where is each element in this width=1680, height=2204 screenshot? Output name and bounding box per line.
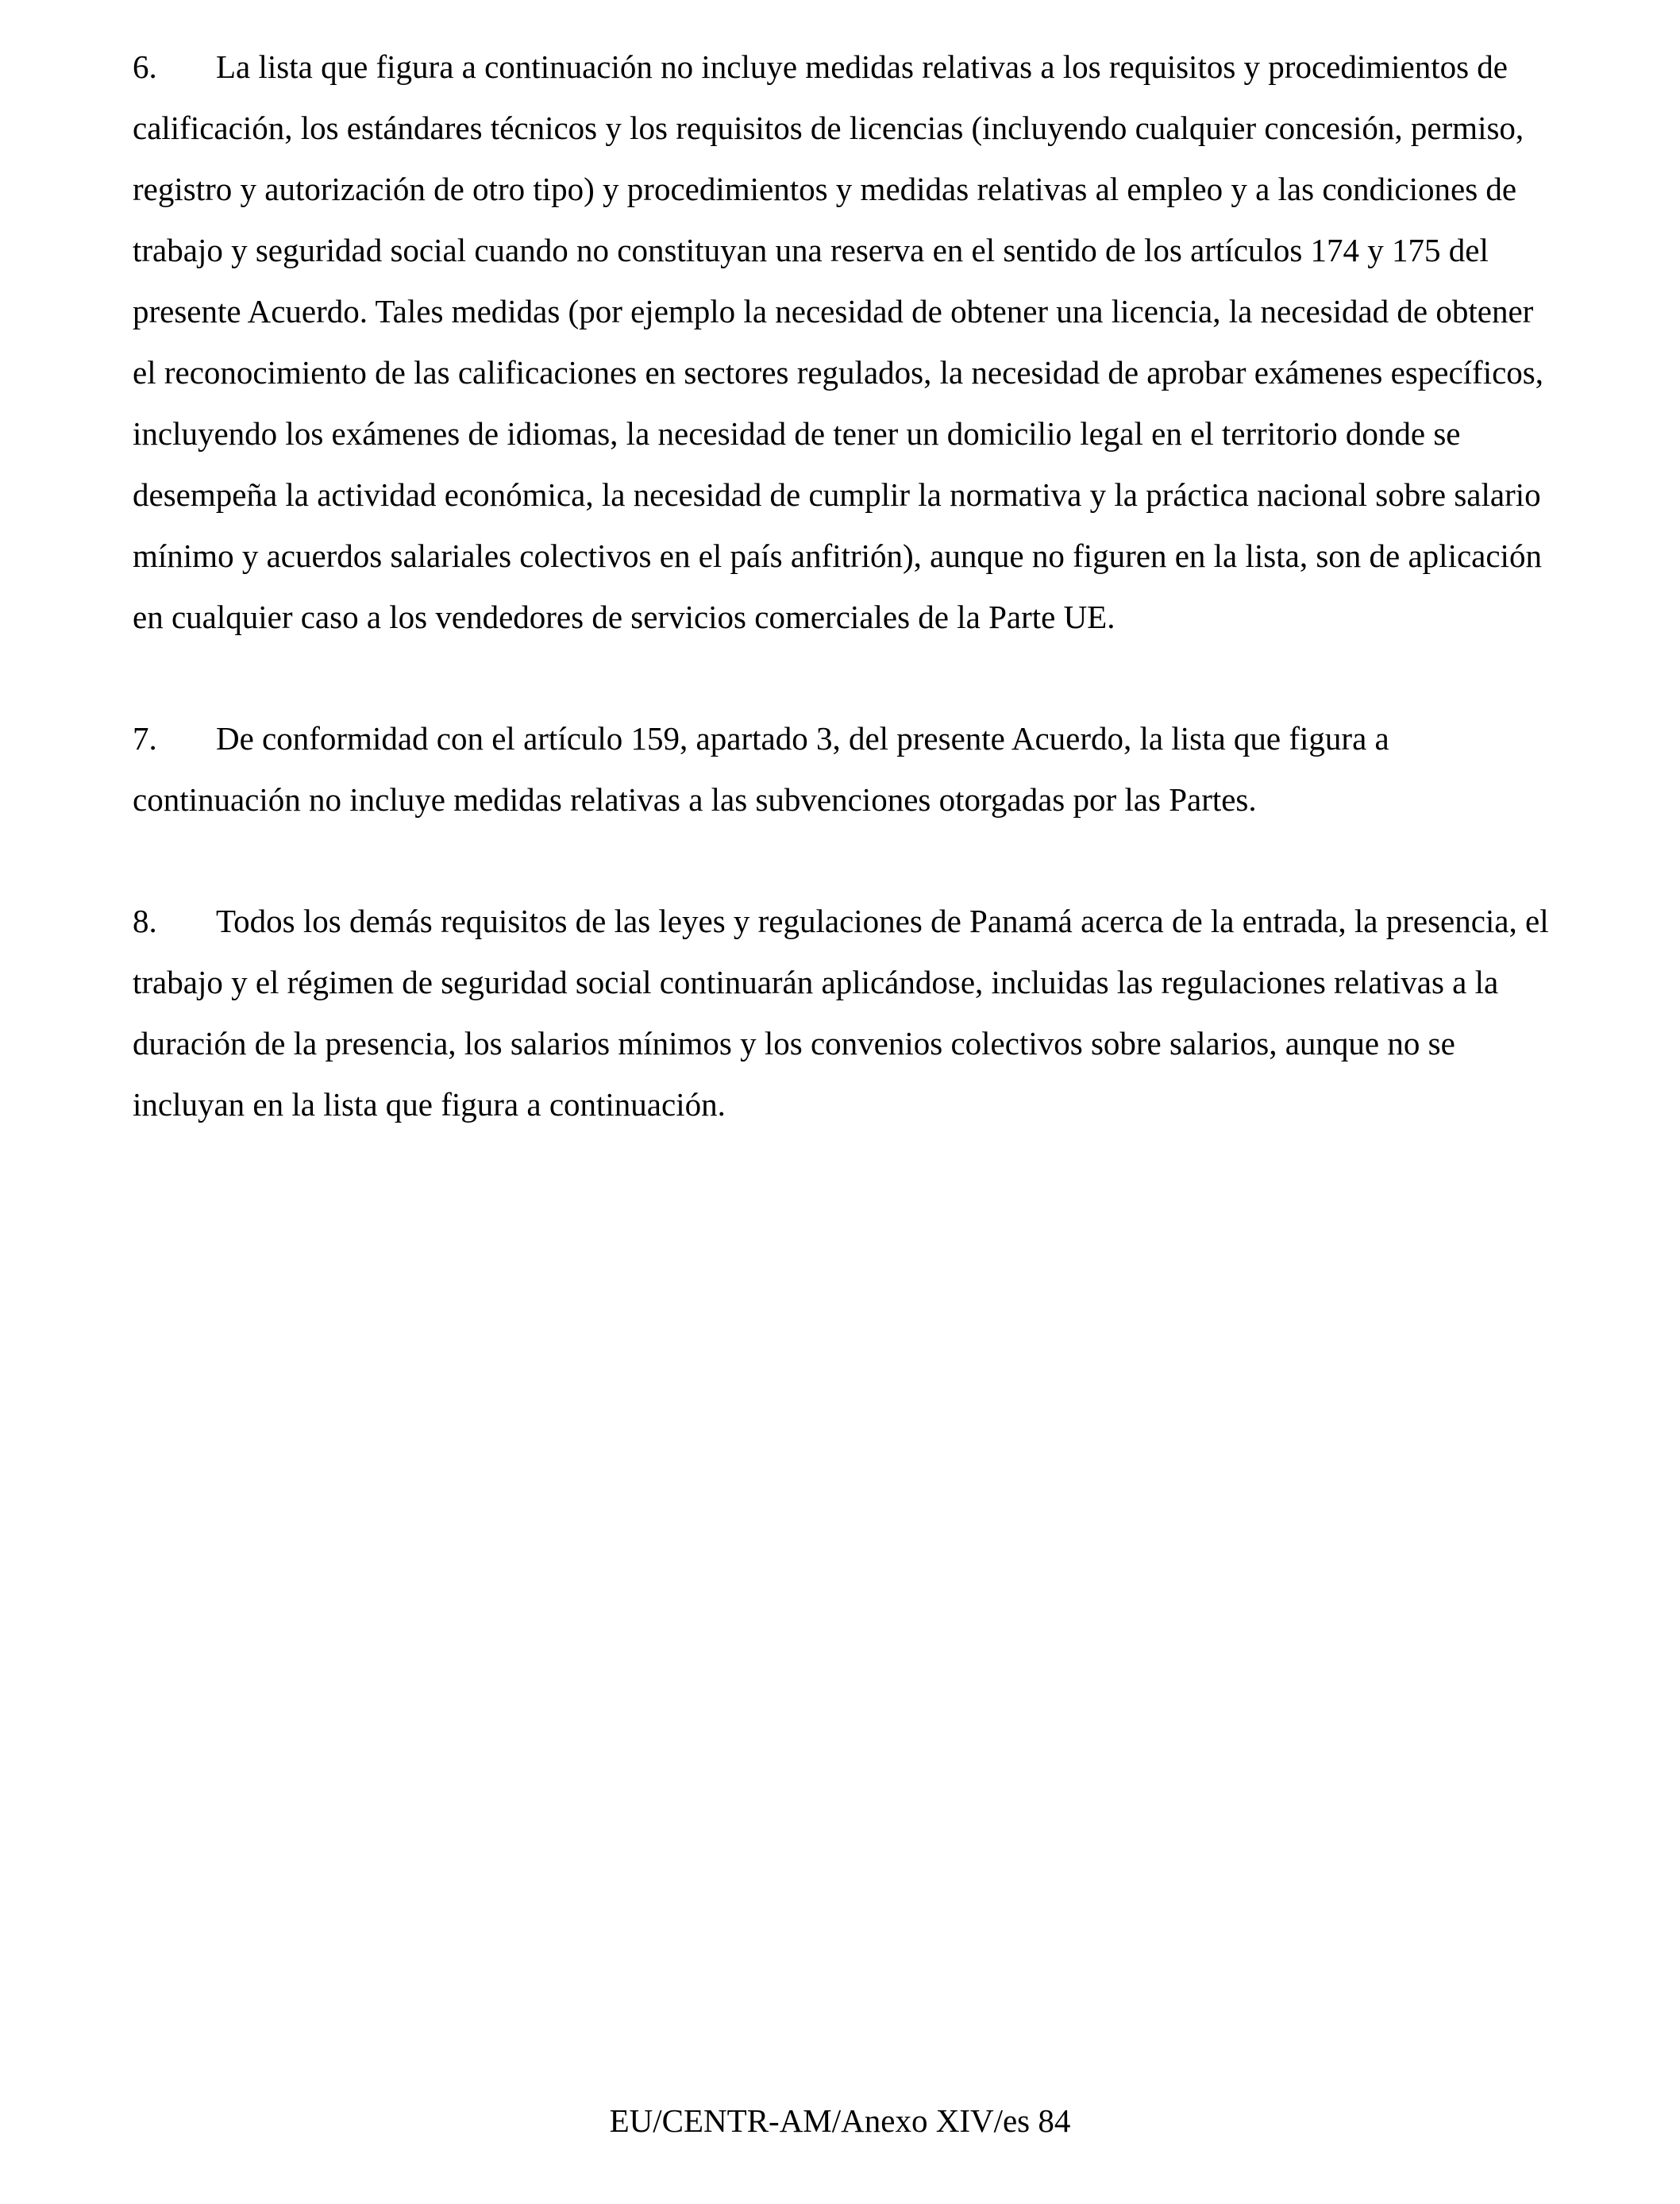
paragraph-text: La lista que figura a continuación no incluye medidas relativas a los requisitos y procedimientos de calificación, los estándares técnicos y los requisitos de licencias (incluyendo cualquier concesión, permiso, registro y autorización de otro tipo) y procedimientos y medidas relativas al empleo y a las condiciones de trabajo y seguridad social cuando no constituyan una reserva en el sentido de los artículos 174 y 175 del presente Acuerdo. Tales medidas (por ejemplo la necesidad de obtener una licencia, la necesidad de obtener el reconocimiento de las calificaciones en sectores regulados, la necesidad de aprobar exámenes específicos, incluyendo los exámenes de idiomas, la necesidad de tener un domicilio legal en el territorio donde se desempeña la actividad económica, la necesidad de cumplir la normativa y la práctica nacional sobre salario mínimo y acuerdos salariales colectivos en el país anfitrión), aunque no figuren en la lista, son de aplicación en cualquier caso a los vendedores de servicios comerciales de la Parte UE. <box>133 48 1543 635</box>
paragraph-text: De conformidad con el artículo 159, apartado 3, del presente Acuerdo, la lista que figura a continuación no incluye medidas relativas a las subvenciones otorgadas por las Partes. <box>133 720 1389 818</box>
paragraph-7 <box>133 708 1562 830</box>
paragraph-number: 6. <box>133 48 157 85</box>
page-footer: EU/CENTR-AM/Anexo XIV/es 84 <box>609 2102 1071 2139</box>
document-body <box>133 37 1562 1196</box>
paragraph-6 <box>133 37 1562 648</box>
paragraph-number: 8. <box>133 903 157 939</box>
paragraph-8 <box>133 891 1562 1135</box>
paragraph-number: 7. <box>133 720 157 757</box>
paragraph-text: Todos los demás requisitos de las leyes y regulaciones de Panamá acerca de la entrada, la presencia, el trabajo y el régimen de seguridad social continuarán aplicándose, incluidas las regulaciones relativas a la duración de la presencia, los salarios mínimos y los convenios colectivos sobre salarios, aunque no se incluyan en la lista que figura a continuación. <box>133 903 1549 1123</box>
